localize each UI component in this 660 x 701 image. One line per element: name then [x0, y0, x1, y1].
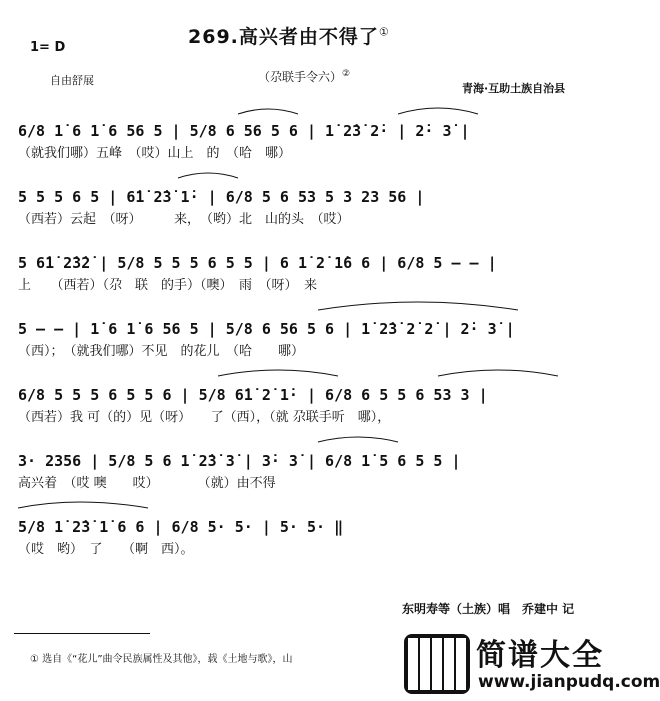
score-lyrics: （西）； （就我们哪）不见 的花儿 （哈 哪）	[18, 344, 305, 359]
score-notes: 6/8 5 5 5 6 5 5 6 | 5/8 6̇1̇ 2̇ 1̇· | 6/8 6 5 5 6 53 3 |	[18, 386, 488, 404]
score-notes: 3· 2356 | 5/8 5 6 1̇ 2̇3̇ 3̇ | 3̇· 3̇ | 6/8 1̇ 5 6 5 5 |	[18, 452, 461, 470]
credit-line: 东明寿等（土族）唱 乔建中 记	[402, 602, 575, 616]
song-subtitle: （尕联手令六）②	[258, 69, 351, 84]
score-lyrics: （西若）我 可（的）见（呀） 了（西），（就 尕联手听 哪），	[18, 410, 391, 425]
key-signature: 1= D	[30, 40, 66, 55]
score	[18, 112, 602, 582]
tempo-marking: 自由舒展	[50, 74, 94, 87]
footnote-divider	[14, 633, 150, 634]
score-lyrics: （哎 哟） 了 （啊 西）。	[18, 542, 194, 557]
site-logo[interactable]	[404, 630, 660, 698]
score-lyrics: 高兴着 （哎 噢 哎） （就）由不得	[18, 476, 276, 491]
score-lyrics: 上 （西若）（尕 联 的手）（噢） 雨 （呀） 来	[18, 278, 318, 293]
score-notes: 5/8 1̇ 2̇3̇ 1̇ 6 6 | 6/8 5· 5· | 5· 5· ‖	[18, 518, 344, 536]
footnote: ① 选自《“花儿”曲令民族属性及其他》，载《土地与歌》，山	[30, 654, 293, 665]
logo-text: 简谱大全	[476, 638, 604, 673]
logo-url: www.jianpudq.com	[478, 672, 660, 692]
score-notes: 5 5 5 6 5 | 6̇1̇ 2̇3̇ 1̇· | 6/8 5 6 53 5 3 23 56 |	[18, 188, 425, 206]
score-notes: 5 — — | 1̇ 6 1̇ 6 56 5 | 5/8 6 56 5 6 | 1̇ 2̇3̇ 2̇ 2̇ | 2̇· 3̇ |	[18, 320, 515, 338]
score-notes: 6/8 1̇ 6 1̇ 6 56 5 | 5/8 6 56 5 6 | 1̇ 2̇3̇ 2̇· | 2̇· 3̇ |	[18, 122, 470, 140]
region-label: 青海·互助土族自治县	[462, 82, 566, 95]
song-title: 269.高兴者由不得了①	[188, 25, 390, 48]
score-lyrics: （西若）云起 （呀） 来， （哟）北 山的头 （哎）	[18, 212, 350, 227]
piano-icon	[404, 634, 470, 694]
score-lyrics: （就我们哪）五峰 （哎）山上 的 （哈 哪）	[18, 146, 292, 161]
slur-arcs	[18, 112, 602, 582]
score-notes: 5 6̇1̇ 2̇3̇2̇ | 5/8 5 5 5 6 5 5 | 6 1̇ 2̇ 1̇6 6 | 6/8 5 — — |	[18, 254, 497, 272]
